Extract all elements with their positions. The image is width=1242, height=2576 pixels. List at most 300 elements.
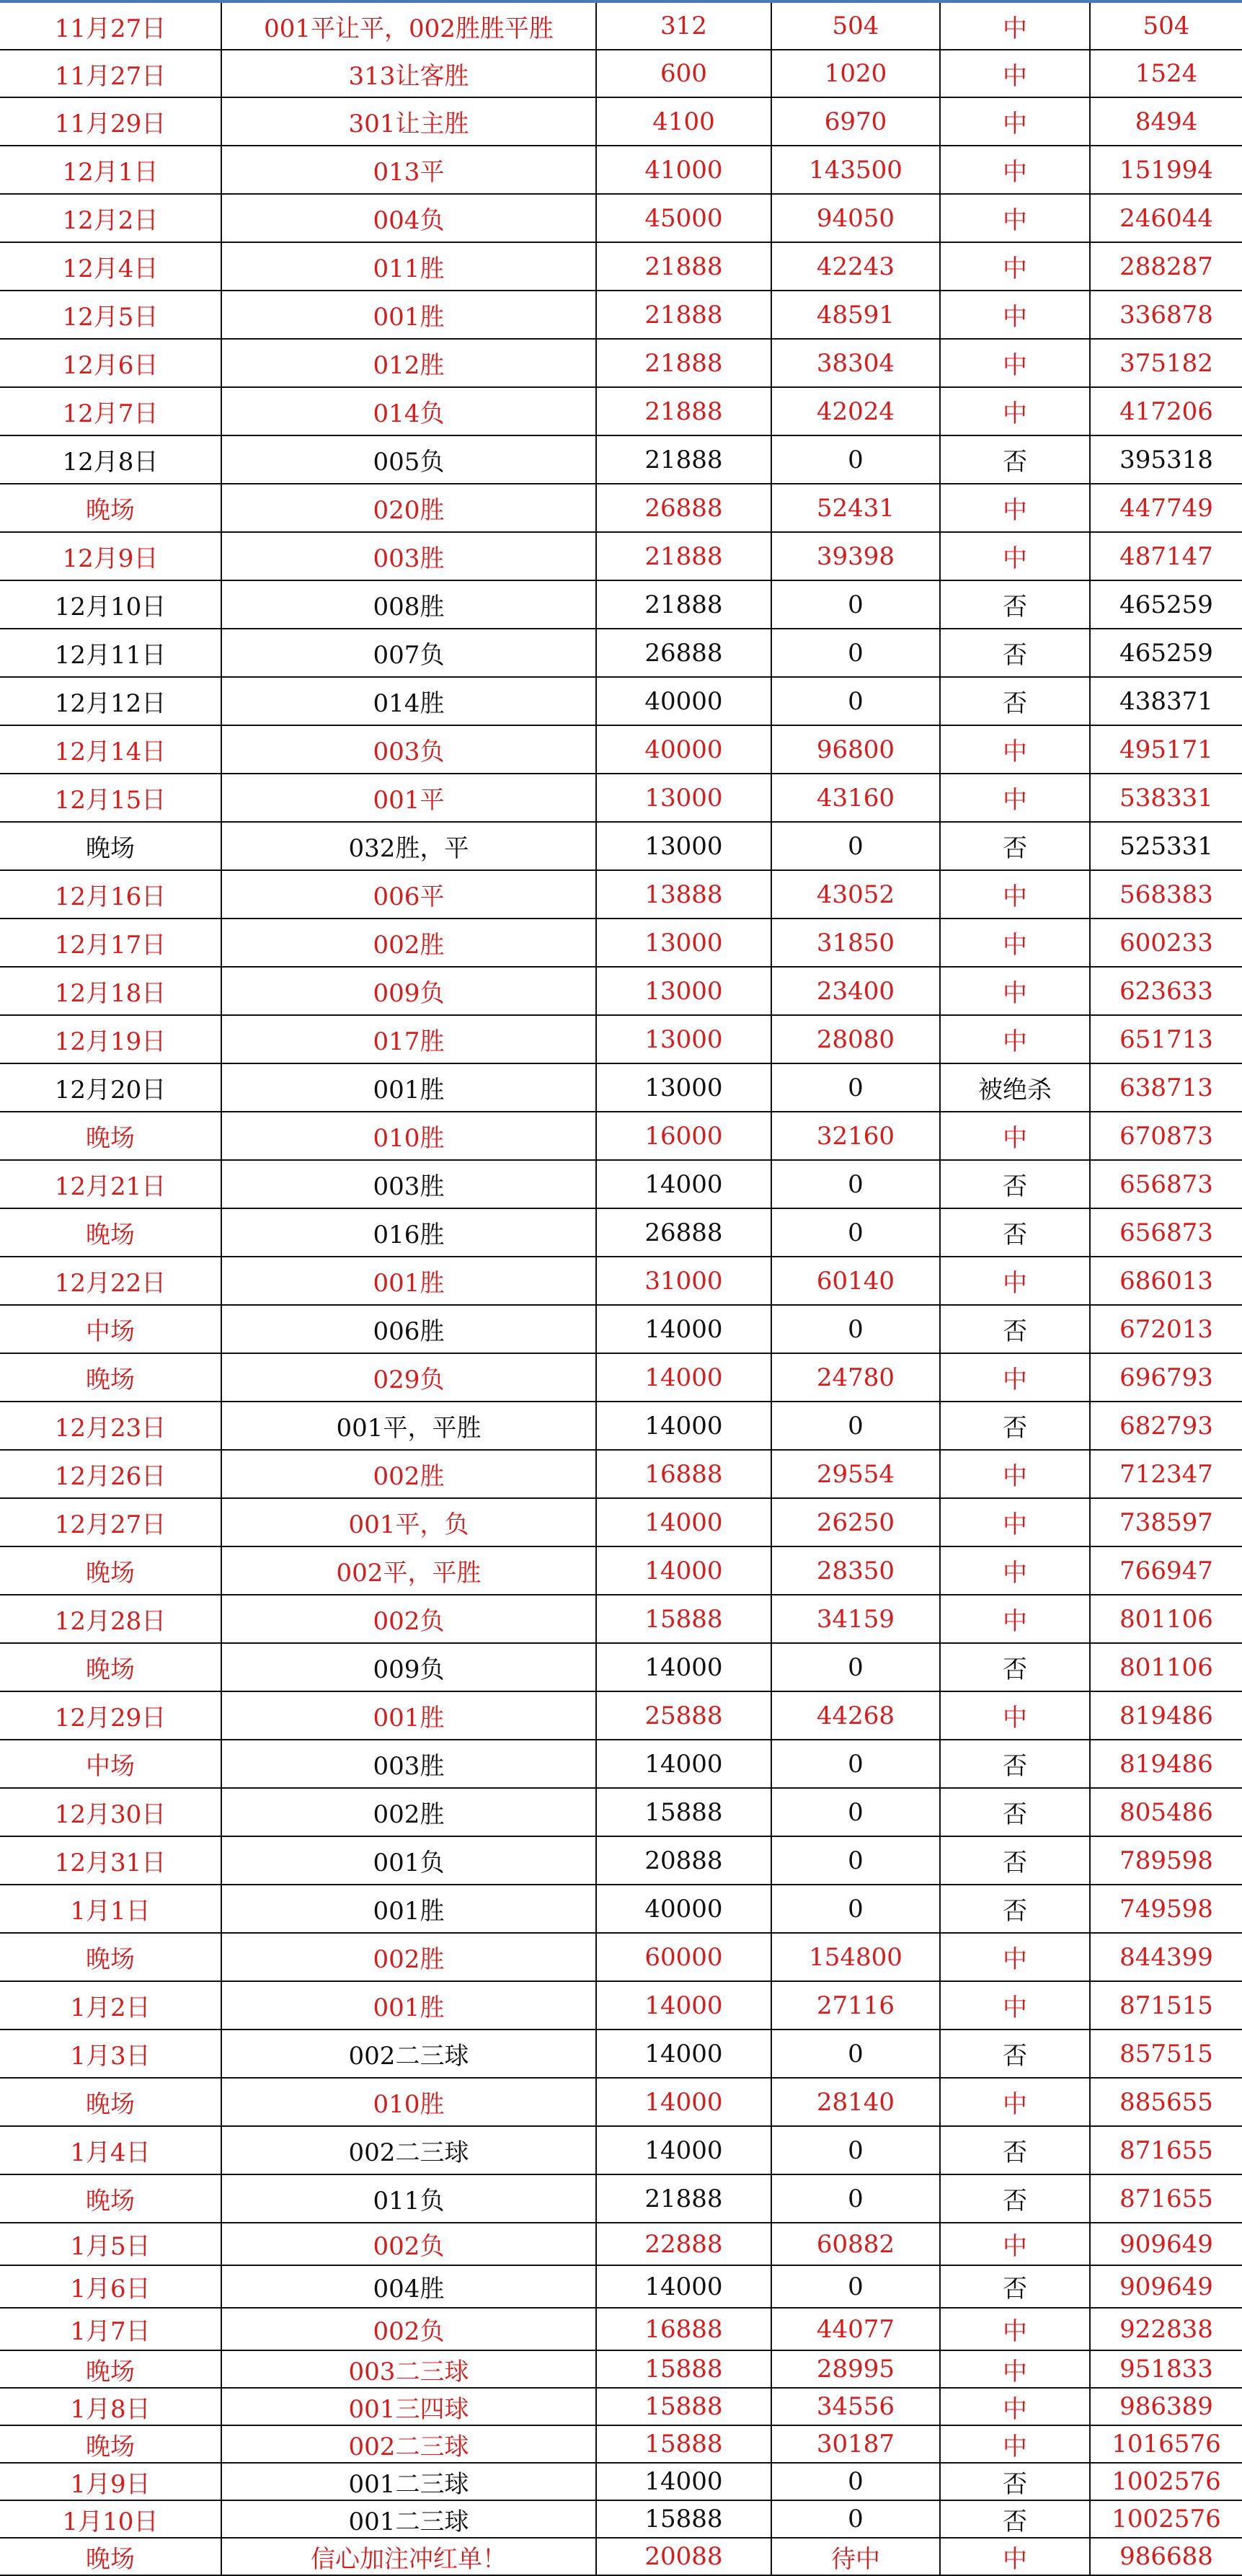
table-row <box>0 2127 1242 2175</box>
pick-cell: 003负 <box>221 726 595 773</box>
result-cell: 中 <box>939 1982 1089 2029</box>
date-cell: 晚场 <box>86 1221 135 1249</box>
date-cell: 晚场 <box>86 2187 135 2216</box>
table-row <box>0 3 1242 50</box>
table-row <box>0 195 1242 243</box>
result-cell: 中 <box>939 195 1089 242</box>
stake-cell: 15888 <box>595 1789 771 1836</box>
pick-cell: 002平，平胜 <box>221 1547 595 1594</box>
stake-cell: 15888 <box>595 2351 771 2387</box>
date-cell: 晚场 <box>86 1559 135 1588</box>
result-cell: 中 <box>939 1257 1089 1304</box>
payout-cell: 0 <box>771 629 939 676</box>
balance-cell: 805486 <box>1089 1789 1242 1836</box>
date-cell: 1月10日 <box>62 2507 159 2536</box>
stake-cell: 312 <box>595 3 771 49</box>
balance-cell: 871655 <box>1089 2175 1242 2222</box>
result-cell: 否 <box>939 2464 1089 2500</box>
balance-cell: 712347 <box>1089 1451 1242 1497</box>
table-row <box>0 1257 1242 1306</box>
balance-cell: 656873 <box>1089 1161 1242 1208</box>
table-row <box>0 1306 1242 1354</box>
date-cell: 1月4日 <box>70 2138 151 2167</box>
date-cell: 晚场 <box>86 1124 135 1153</box>
date-cell: 中场 <box>86 1752 135 1781</box>
table-row <box>0 1161 1242 1209</box>
payout-cell: 0 <box>771 436 939 483</box>
payout-cell: 24780 <box>771 1354 939 1401</box>
result-cell: 否 <box>939 2175 1089 2222</box>
pick-cell: 001胜 <box>221 1982 595 2029</box>
date-cell: 11月27日 <box>54 61 167 91</box>
result-cell: 否 <box>939 1740 1089 1787</box>
table-row <box>0 533 1242 581</box>
payout-cell: 39398 <box>771 533 939 580</box>
result-cell: 中 <box>939 340 1089 386</box>
payout-cell: 38304 <box>771 340 939 386</box>
table-row <box>0 291 1242 340</box>
date-cell: 12月9日 <box>62 544 159 573</box>
date-cell: 12月8日 <box>62 448 159 477</box>
date-cell: 晚场 <box>86 1366 135 1394</box>
result-cell: 中 <box>939 291 1089 338</box>
payout-cell: 0 <box>771 1740 939 1787</box>
table-row <box>0 871 1242 919</box>
result-cell: 否 <box>939 1644 1089 1691</box>
table-row <box>0 1982 1242 2030</box>
stake-cell: 14000 <box>595 1547 771 1594</box>
pick-cell: 002胜 <box>221 1789 595 1836</box>
stake-cell: 13000 <box>595 968 771 1014</box>
result-cell: 中 <box>939 2426 1089 2462</box>
balance-cell: 766947 <box>1089 1547 1242 1594</box>
table-row <box>0 2030 1242 2079</box>
table-row <box>0 1837 1242 1885</box>
result-cell: 中 <box>939 1692 1089 1739</box>
result-cell: 中 <box>939 774 1089 821</box>
payout-cell: 23400 <box>771 968 939 1014</box>
date-cell: 晚场 <box>86 2357 135 2386</box>
payout-cell: 0 <box>771 678 939 725</box>
table-row <box>0 1499 1242 1547</box>
stake-cell: 14000 <box>595 1161 771 1208</box>
balance-cell: 538331 <box>1089 774 1242 821</box>
balance-cell: 1002576 <box>1089 2501 1242 2537</box>
payout-cell: 154800 <box>771 1934 939 1980</box>
payout-cell: 28080 <box>771 1016 939 1063</box>
table-row <box>0 98 1242 146</box>
stake-cell: 45000 <box>595 195 771 242</box>
stake-cell: 21888 <box>595 2175 771 2222</box>
payout-cell: 60140 <box>771 1257 939 1304</box>
pick-cell: 003胜 <box>221 533 595 580</box>
result-cell: 中 <box>939 1934 1089 1980</box>
balance-cell: 871515 <box>1089 1982 1242 2029</box>
payout-cell: 28140 <box>771 2079 939 2125</box>
date-cell: 12月27日 <box>54 1510 167 1539</box>
balance-cell: 686013 <box>1089 1257 1242 1304</box>
stake-cell: 40000 <box>595 678 771 725</box>
result-cell: 否 <box>939 2501 1089 2537</box>
result-cell: 否 <box>939 1789 1089 1836</box>
result-cell: 中 <box>939 484 1089 531</box>
pick-cell: 002负 <box>221 1595 595 1642</box>
payout-cell: 48591 <box>771 291 939 338</box>
stake-cell: 14000 <box>595 1402 771 1449</box>
table-row <box>0 1209 1242 1257</box>
date-cell: 12月31日 <box>54 1849 167 1877</box>
date-cell: 1月3日 <box>70 2042 151 2071</box>
result-cell: 否 <box>939 1161 1089 1208</box>
pick-cell: 011负 <box>221 2175 595 2222</box>
date-cell: 12月21日 <box>54 1172 167 1201</box>
result-cell: 否 <box>939 1402 1089 1449</box>
balance-cell: 8494 <box>1089 98 1242 145</box>
date-cell: 12月26日 <box>54 1462 167 1491</box>
pick-cell: 001胜 <box>221 1257 595 1304</box>
payout-cell: 1020 <box>771 50 939 97</box>
payout-cell: 0 <box>771 581 939 628</box>
balance-cell: 525331 <box>1089 823 1242 869</box>
date-cell: 1月9日 <box>70 2469 151 2499</box>
payout-cell: 34556 <box>771 2389 939 2425</box>
payout-cell: 28350 <box>771 1547 939 1594</box>
balance-cell: 885655 <box>1089 2079 1242 2125</box>
pick-cell: 001平让平，002胜胜平胜 <box>221 3 595 49</box>
payout-cell: 96800 <box>771 726 939 773</box>
balance-cell: 738597 <box>1089 1499 1242 1546</box>
stake-cell: 13888 <box>595 871 771 918</box>
payout-cell: 0 <box>771 2501 939 2537</box>
result-cell: 中 <box>939 1451 1089 1497</box>
table-row <box>0 678 1242 726</box>
date-cell: 12月30日 <box>54 1800 167 1829</box>
balance-cell: 819486 <box>1089 1692 1242 1739</box>
date-cell: 12月1日 <box>62 158 159 187</box>
date-cell: 12月12日 <box>54 689 167 718</box>
payout-cell: 31850 <box>771 919 939 966</box>
date-cell: 晚场 <box>86 2544 135 2574</box>
table-row <box>0 1595 1242 1644</box>
date-cell: 12月2日 <box>62 206 159 235</box>
balance-cell: 986688 <box>1089 2539 1242 2575</box>
table-row <box>0 1016 1242 1064</box>
pick-cell: 005负 <box>221 436 595 483</box>
table-row <box>0 2266 1242 2309</box>
pick-cell: 009负 <box>221 968 595 1014</box>
pick-cell: 003二三球 <box>221 2351 595 2387</box>
table-row <box>0 2309 1242 2351</box>
payout-cell: 0 <box>771 1161 939 1208</box>
date-cell: 12月5日 <box>62 303 159 332</box>
result-cell: 中 <box>939 1499 1089 1546</box>
pick-cell: 010胜 <box>221 1112 595 1159</box>
result-cell: 被绝杀 <box>939 1064 1089 1111</box>
table-row <box>0 1740 1242 1789</box>
table-row <box>0 726 1242 774</box>
stake-cell: 41000 <box>595 146 771 193</box>
date-cell: 12月16日 <box>54 882 167 911</box>
stake-cell: 40000 <box>595 726 771 773</box>
stake-cell: 20888 <box>595 1837 771 1884</box>
payout-cell: 43052 <box>771 871 939 918</box>
balance-cell: 568383 <box>1089 871 1242 918</box>
table-row <box>0 484 1242 533</box>
table-row <box>0 340 1242 388</box>
pick-cell: 009负 <box>221 1644 595 1691</box>
table-row <box>0 436 1242 484</box>
pick-cell: 002二三球 <box>221 2426 595 2462</box>
stake-cell: 14000 <box>595 2266 771 2307</box>
table-row <box>0 2501 1242 2539</box>
balance-cell: 465259 <box>1089 629 1242 676</box>
result-cell: 否 <box>939 823 1089 869</box>
balance-cell: 395318 <box>1089 436 1242 483</box>
pick-cell: 001负 <box>221 1837 595 1884</box>
payout-cell: 32160 <box>771 1112 939 1159</box>
payout-cell: 28995 <box>771 2351 939 2387</box>
stake-cell: 13000 <box>595 823 771 869</box>
table-row <box>0 1112 1242 1161</box>
payout-cell: 0 <box>771 2175 939 2222</box>
balance-cell: 672013 <box>1089 1306 1242 1353</box>
date-cell: 12月28日 <box>54 1607 167 1636</box>
pick-cell: 002负 <box>221 2223 595 2265</box>
date-cell: 12月18日 <box>54 979 167 1008</box>
stake-cell: 13000 <box>595 1064 771 1111</box>
table-row <box>0 2351 1242 2389</box>
pick-cell: 016胜 <box>221 1209 595 1256</box>
stake-cell: 60000 <box>595 1934 771 1980</box>
table-row <box>0 2389 1242 2426</box>
stake-cell: 13000 <box>595 919 771 966</box>
pick-cell: 001胜 <box>221 1692 595 1739</box>
pick-cell: 012胜 <box>221 340 595 386</box>
balance-cell: 1002576 <box>1089 2464 1242 2500</box>
payout-cell: 0 <box>771 2030 939 2077</box>
balance-cell: 670873 <box>1089 1112 1242 1159</box>
pick-cell: 001胜 <box>221 1064 595 1111</box>
pick-cell: 003胜 <box>221 1161 595 1208</box>
date-cell: 1月1日 <box>70 1897 151 1926</box>
stake-cell: 16888 <box>595 2309 771 2350</box>
balance-cell: 623633 <box>1089 968 1242 1014</box>
date-cell: 11月27日 <box>54 14 167 43</box>
result-cell: 中 <box>939 2539 1089 2575</box>
payout-cell: 6970 <box>771 98 939 145</box>
payout-cell: 30187 <box>771 2426 939 2462</box>
date-cell: 12月11日 <box>54 641 167 670</box>
result-cell: 否 <box>939 1306 1089 1353</box>
table-row <box>0 2539 1242 2576</box>
pick-cell: 014负 <box>221 388 595 435</box>
result-cell: 中 <box>939 1354 1089 1401</box>
balance-cell: 951833 <box>1089 2351 1242 2387</box>
stake-cell: 14000 <box>595 1982 771 2029</box>
stake-cell: 31000 <box>595 1257 771 1304</box>
stake-cell: 14000 <box>595 2079 771 2125</box>
result-cell: 中 <box>939 968 1089 1014</box>
table-row <box>0 146 1242 195</box>
table-row <box>0 388 1242 436</box>
pick-cell: 313让客胜 <box>221 50 595 97</box>
balance-cell: 844399 <box>1089 1934 1242 1980</box>
result-cell: 中 <box>939 533 1089 580</box>
stake-cell: 21888 <box>595 340 771 386</box>
stake-cell: 15888 <box>595 2501 771 2537</box>
date-cell: 晚场 <box>86 496 135 525</box>
table-row <box>0 581 1242 629</box>
table-row <box>0 919 1242 968</box>
date-cell: 1月7日 <box>70 2317 151 2346</box>
stake-cell: 16000 <box>595 1112 771 1159</box>
payout-cell: 60882 <box>771 2223 939 2265</box>
table-row <box>0 1064 1242 1112</box>
pick-cell: 001二三球 <box>221 2501 595 2537</box>
table-row <box>0 50 1242 98</box>
stake-cell: 13000 <box>595 774 771 821</box>
payout-cell: 26250 <box>771 1499 939 1546</box>
payout-cell: 0 <box>771 823 939 869</box>
stake-cell: 4100 <box>595 98 771 145</box>
payout-cell: 44077 <box>771 2309 939 2350</box>
payout-cell: 27116 <box>771 1982 939 2029</box>
pick-cell: 301让主胜 <box>221 98 595 145</box>
payout-cell: 0 <box>771 1885 939 1932</box>
pick-cell: 002胜 <box>221 1451 595 1497</box>
table-row <box>0 2175 1242 2223</box>
balance-cell: 1524 <box>1089 50 1242 97</box>
balance-cell: 871655 <box>1089 2127 1242 2174</box>
table-row <box>0 1644 1242 1692</box>
result-cell: 否 <box>939 2127 1089 2174</box>
result-cell: 中 <box>939 243 1089 290</box>
table-row <box>0 968 1242 1016</box>
payout-cell: 42243 <box>771 243 939 290</box>
balance-cell: 986389 <box>1089 2389 1242 2425</box>
date-cell: 12月7日 <box>62 399 159 428</box>
table-row <box>0 1789 1242 1837</box>
stake-cell: 21888 <box>595 533 771 580</box>
result-cell: 否 <box>939 629 1089 676</box>
result-cell: 中 <box>939 98 1089 145</box>
date-cell: 晚场 <box>86 2090 135 2119</box>
pick-cell: 001胜 <box>221 291 595 338</box>
payout-cell: 0 <box>771 1789 939 1836</box>
table-row <box>0 1354 1242 1402</box>
balance-cell: 495171 <box>1089 726 1242 773</box>
payout-cell: 504 <box>771 3 939 49</box>
table-row <box>0 1885 1242 1934</box>
payout-cell: 143500 <box>771 146 939 193</box>
payout-cell: 42024 <box>771 388 939 435</box>
stake-cell: 14000 <box>595 1740 771 1787</box>
payout-cell: 94050 <box>771 195 939 242</box>
balance-cell: 801106 <box>1089 1644 1242 1691</box>
date-cell: 1月2日 <box>70 1993 151 2022</box>
result-cell: 中 <box>939 871 1089 918</box>
table-row <box>0 1934 1242 1982</box>
stake-cell: 15888 <box>595 2389 771 2425</box>
date-cell: 12月22日 <box>54 1269 167 1298</box>
balance-cell: 417206 <box>1089 388 1242 435</box>
table-row <box>0 243 1242 291</box>
pick-cell: 001平，平胜 <box>221 1402 595 1449</box>
date-cell: 12月6日 <box>62 351 159 380</box>
balance-cell: 246044 <box>1089 195 1242 242</box>
date-cell: 晚场 <box>86 1655 135 1684</box>
pick-cell: 001平 <box>221 774 595 821</box>
stake-cell: 14000 <box>595 2030 771 2077</box>
payout-cell: 0 <box>771 2464 939 2500</box>
result-cell: 否 <box>939 2266 1089 2307</box>
balance-cell: 375182 <box>1089 340 1242 386</box>
stake-cell: 15888 <box>595 2426 771 2462</box>
pick-cell: 007负 <box>221 629 595 676</box>
result-cell: 中 <box>939 2223 1089 2265</box>
balance-cell: 857515 <box>1089 2030 1242 2077</box>
balance-cell: 438371 <box>1089 678 1242 725</box>
pick-cell: 002负 <box>221 2309 595 2350</box>
pick-cell: 032胜，平 <box>221 823 595 869</box>
balance-cell: 465259 <box>1089 581 1242 628</box>
stake-cell: 21888 <box>595 388 771 435</box>
date-cell: 1月6日 <box>70 2275 151 2303</box>
result-cell: 中 <box>939 1547 1089 1594</box>
date-cell: 12月17日 <box>54 931 167 960</box>
pick-cell: 001胜 <box>221 1885 595 1932</box>
date-cell: 12月29日 <box>54 1704 167 1732</box>
table-row <box>0 1451 1242 1499</box>
balance-cell: 749598 <box>1089 1885 1242 1932</box>
result-cell: 中 <box>939 146 1089 193</box>
stake-cell: 14000 <box>595 1306 771 1353</box>
payout-cell: 0 <box>771 1402 939 1449</box>
pick-cell: 001平，负 <box>221 1499 595 1546</box>
payout-cell: 0 <box>771 1306 939 1353</box>
payout-cell: 52431 <box>771 484 939 531</box>
balance-cell: 801106 <box>1089 1595 1242 1642</box>
pick-cell: 004负 <box>221 195 595 242</box>
pick-cell: 017胜 <box>221 1016 595 1063</box>
result-cell: 中 <box>939 1016 1089 1063</box>
date-cell: 晚场 <box>86 2432 135 2461</box>
result-cell: 否 <box>939 581 1089 628</box>
payout-cell: 0 <box>771 1837 939 1884</box>
table-row <box>0 1692 1242 1740</box>
balance-cell: 600233 <box>1089 919 1242 966</box>
result-cell: 中 <box>939 2351 1089 2387</box>
payout-cell: 29554 <box>771 1451 939 1497</box>
date-cell: 12月4日 <box>62 254 159 283</box>
result-cell: 中 <box>939 726 1089 773</box>
pick-cell: 011胜 <box>221 243 595 290</box>
pick-cell: 020胜 <box>221 484 595 531</box>
date-cell: 晚场 <box>86 834 135 863</box>
date-cell: 12月19日 <box>54 1027 167 1056</box>
date-cell: 12月14日 <box>54 738 167 766</box>
stake-cell: 14000 <box>595 1499 771 1546</box>
stake-cell: 21888 <box>595 243 771 290</box>
result-cell: 中 <box>939 919 1089 966</box>
date-cell: 12月20日 <box>54 1076 167 1105</box>
balance-cell: 336878 <box>1089 291 1242 338</box>
stake-cell: 22888 <box>595 2223 771 2265</box>
date-cell: 12月23日 <box>54 1414 167 1443</box>
date-cell: 中场 <box>86 1317 135 1346</box>
result-cell: 中 <box>939 50 1089 97</box>
date-cell: 12月15日 <box>54 786 167 815</box>
